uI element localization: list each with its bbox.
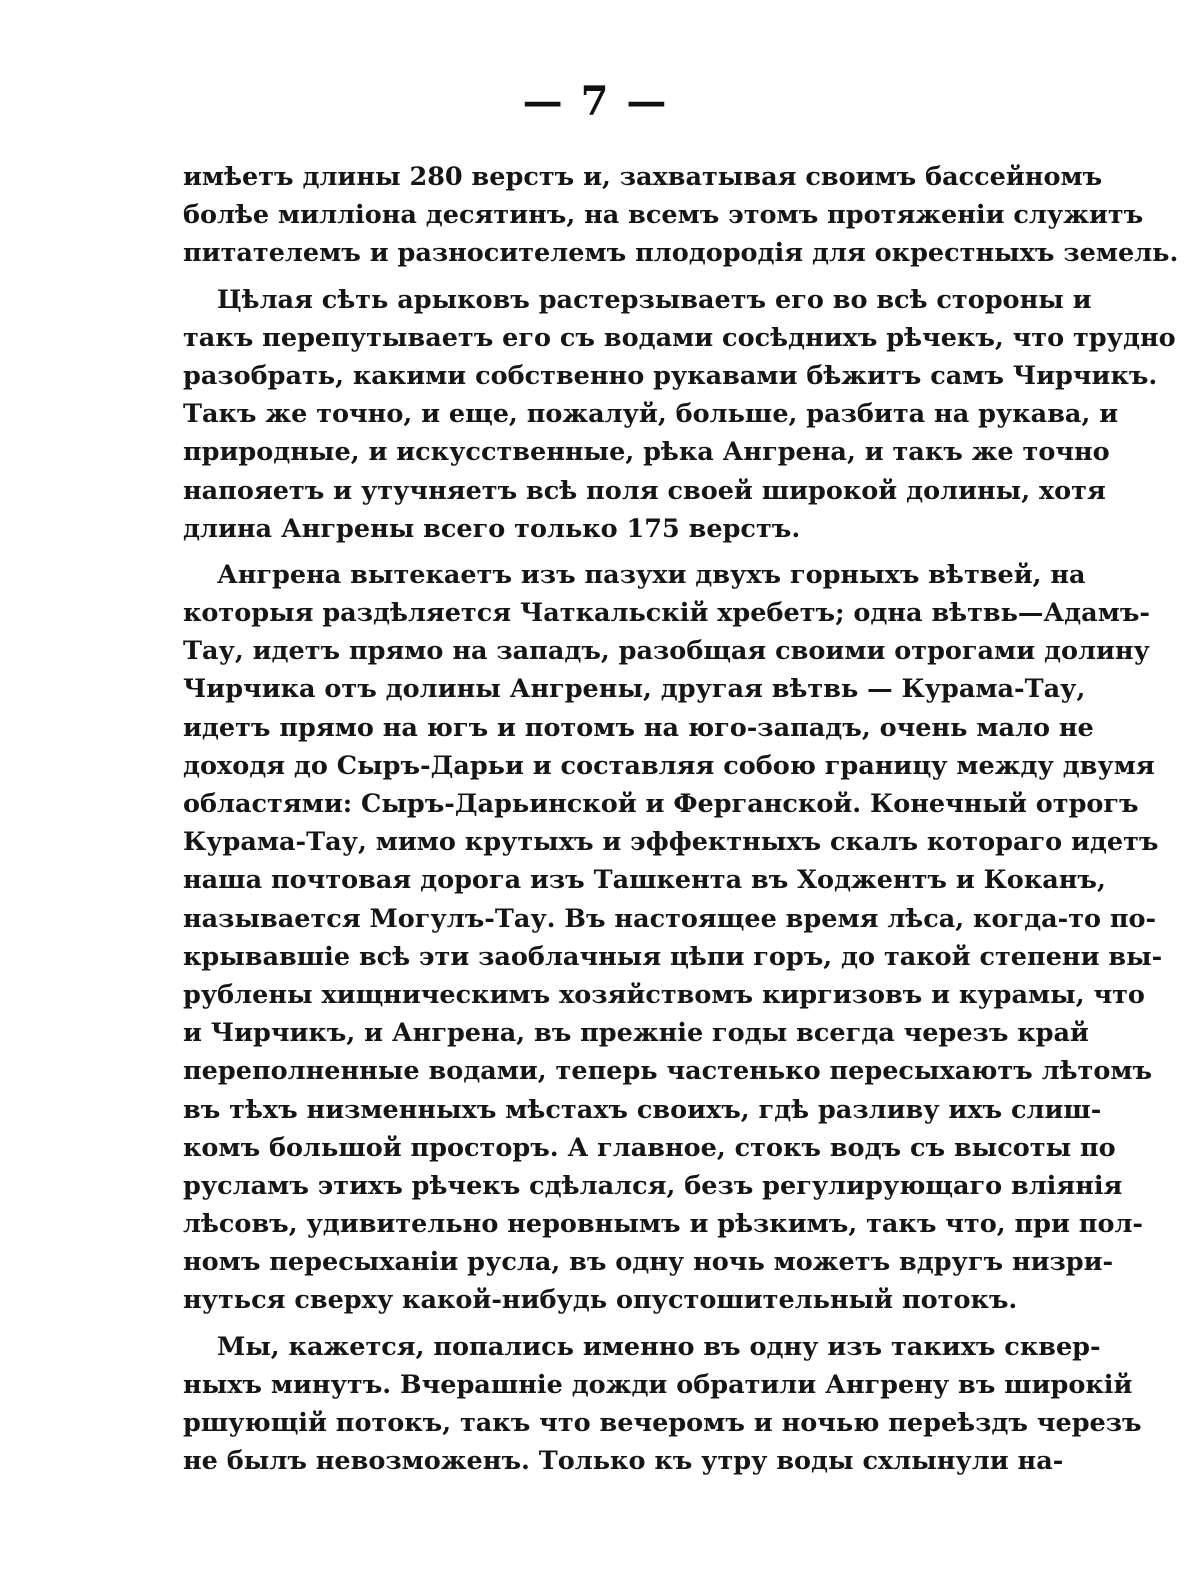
body-text [183,158,1179,1480]
text-line: Чирчика отъ долины Ангрены, другая вѣтвь — Курама-Тау, [183,674,1086,705]
text-line: ныхъ минутъ. Вчерашніе дожди обратили Ангрену въ широкій [183,1369,1133,1400]
text-line: Цѣлая сѣть арыковъ растерзываетъ его во всѣ стороны и [217,284,1092,315]
text-line: Мы, кажется, попались именно въ одну изъ такихъ сквер- [217,1331,1101,1362]
text-line: напояетъ и утучняетъ всѣ поля своей широкой долины, хотя [183,475,1106,506]
text-line: и Чирчикъ, и Ангрена, въ прежніе годы всегда черезъ край [183,1018,1089,1049]
text-line: разобрать, какими собственно рукавами бѣжитъ самъ Чирчикъ. [183,360,1158,391]
text-line: рублены хищническимъ хозяйствомъ киргизовъ и курамы, что [183,979,1145,1010]
text-line: болѣе милліона десятинъ, на всемъ этомъ протяженіи служитъ [183,200,1144,231]
text-line: имѣетъ длины 280 верстъ и, захватывая своимъ бассейномъ [183,162,1103,192]
text-line: лѣсовъ, удивительно неровнымъ и рѣзкимъ, такъ что, при пол- [183,1209,1144,1240]
text-line: нуться сверху какой-нибудь опустошительный потокъ. [183,1285,1018,1316]
text-line: называется Могулъ-Тау. Въ настоящее время лѣса, когда-то по- [183,903,1157,934]
text-line: которыя раздѣляется Чаткальскій хребетъ; одна вѣтвь—Адамъ- [183,598,1150,629]
text-line: наша почтовая дорога изъ Ташкента въ Ходжентъ и Коканъ, [183,865,1106,896]
paragraph-gap [183,273,1031,281]
text-line: питателемъ и разносителемъ плодородія для окрестныхъ земель. [183,238,1179,269]
text-line: природные, и искусственные, рѣка Ангрена, и такъ же точно [183,437,1110,468]
text-line: не былъ невозможенъ. Только къ утру воды схлынули на- [183,1446,1064,1477]
text-line: идетъ прямо на югъ и потомъ на юго-западъ, очень мало не [183,712,1094,743]
text-line: такъ перепутываетъ его съ водами сосѣднихъ рѣчекъ, что трудно [183,322,1176,353]
text-line: русламъ этихъ рѣчекъ сдѣлался, безъ регулирующаго вліянія [183,1170,1123,1201]
text-line: доходя до Сыръ-Дарьи и составляя собою границу между двумя [183,750,1155,781]
text-line: комъ большой просторъ. А главное, стокъ водъ съ высоты по [183,1132,1116,1163]
text-line: переполненные водами, теперь частенько пересыхаютъ лѣтомъ [183,1056,1153,1087]
text-line: крывавшіе всѣ эти заоблачныя цѣпи горъ, до такой степени вы- [183,941,1163,972]
text-line: ршующій потокъ, такъ что вечеромъ и ночью переѣздъ черезъ [183,1408,1142,1438]
text-line: въ тѣхъ низменныхъ мѣстахъ своихъ, гдѣ разливу ихъ слиш- [183,1094,1102,1125]
paragraph-gap [183,1320,1031,1328]
page-number: — 7 — [522,78,669,125]
paragraph-gap [183,548,1031,556]
paragraph [183,281,1176,548]
text-line: Тау, идетъ прямо на западъ, разобщая своими отрогами долину [183,636,1150,667]
text-line: Ангрена вытекаетъ изъ пазухи двухъ горныхъ вѣтвей, на [217,559,1086,590]
paragraph [183,158,1179,273]
text-line: Такъ же точно, и еще, пожалуй, больше, разбита на рукава, и [183,399,1119,430]
text-line: Курама-Тау, мимо крутыхъ и эффектныхъ скалъ котораго идетъ [183,827,1159,858]
text-line: длина Ангрены всего только 175 верстъ. [183,513,801,544]
paragraph [183,556,1163,1320]
text-line: номъ пересыханіи русла, въ одну ночь можетъ вдругъ низри- [183,1247,1114,1278]
text-line: областями: Сыръ-Дарьинской и Ферганской. Конечный отрогъ [183,789,1139,819]
paragraph [183,1328,1142,1481]
